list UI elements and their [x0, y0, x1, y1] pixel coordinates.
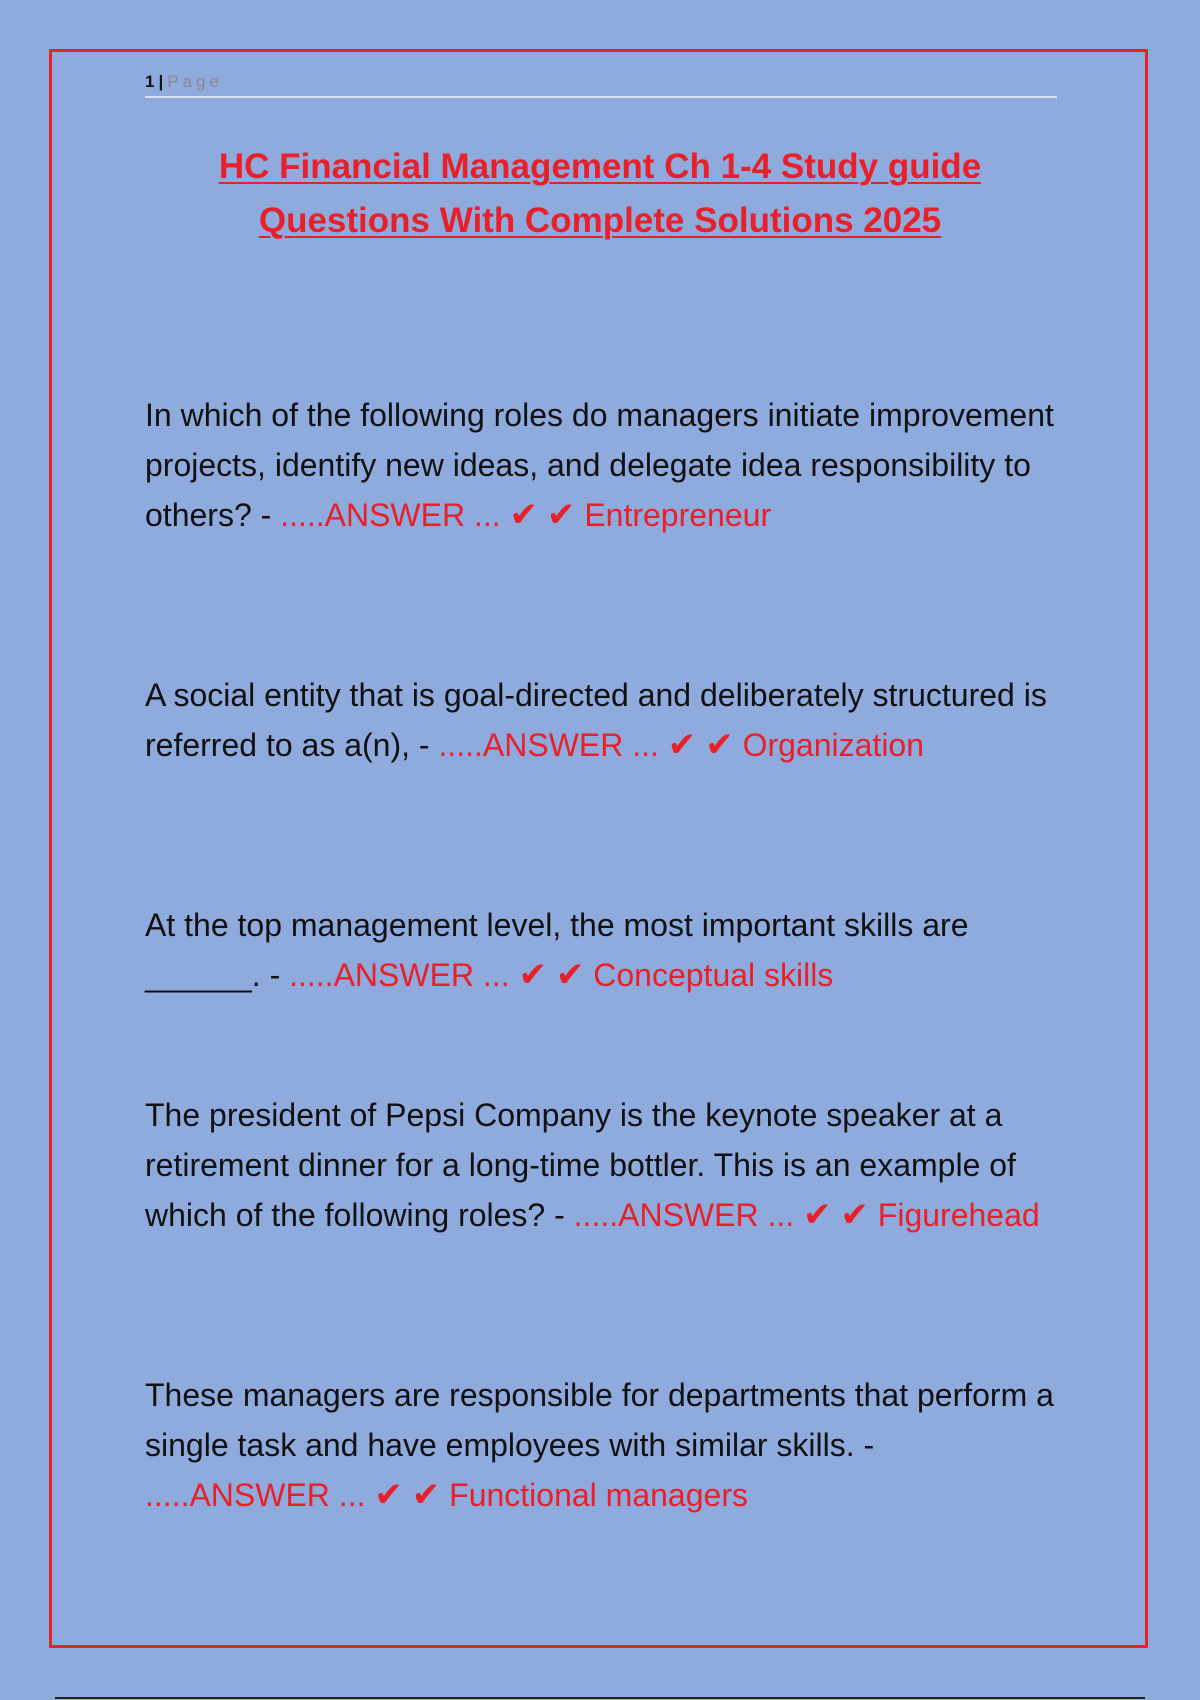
check-icon: ✔	[840, 1195, 869, 1235]
answer-marker: .....ANSWER ...	[573, 1197, 795, 1233]
title-line-2: Questions With Complete Solutions 2025	[258, 201, 942, 240]
check-icon: ✔	[374, 1475, 403, 1515]
page-label: Page	[167, 72, 223, 91]
question-text: These managers are responsible for departments that perform a single task and have employees with similar skills. -	[145, 1377, 1054, 1463]
question-text: At the top management level, the most important skills are ______. -	[145, 907, 969, 993]
question-text: A social entity that is goal-directed and deliberately structured is referred to as a(n), -	[145, 677, 1047, 763]
document-title	[120, 140, 1080, 248]
answer-marker: .....ANSWER ...	[280, 497, 501, 533]
qa-item-4	[145, 1090, 1057, 1240]
question-text: In which of the following roles do managers initiate improvement projects, identify new ideas, and delegate idea responsibility to others? -	[145, 397, 1054, 533]
check-icon: ✔	[546, 495, 576, 535]
check-icon: ✔	[667, 725, 697, 765]
check-icon: ✔	[555, 955, 585, 995]
qa-item-5	[145, 1370, 1057, 1520]
check-icon: ✔	[803, 1195, 832, 1235]
answer-text: Entrepreneur	[584, 497, 772, 533]
answer-marker: .....ANSWER ...	[289, 957, 510, 993]
qa-item-3	[145, 900, 1057, 1000]
answer-text: Functional managers	[449, 1477, 748, 1513]
bottom-rule	[55, 1697, 1145, 1699]
answer-text: Conceptual skills	[593, 957, 834, 993]
answer-marker: .....ANSWER ...	[438, 727, 659, 763]
check-icon: ✔	[705, 725, 734, 765]
header-separator: |	[158, 72, 164, 91]
check-icon: ✔	[509, 495, 539, 535]
qa-item-2	[145, 670, 1057, 770]
title-line-1: HC Financial Management Ch 1-4 Study guide	[218, 147, 982, 186]
page-header	[145, 70, 1057, 98]
answer-text: Figurehead	[877, 1197, 1040, 1233]
check-icon: ✔	[411, 1475, 441, 1515]
question-text: The president of Pepsi Company is the keynote speaker at a retirement dinner for a long-time bottler. This is an example of which of the following roles? -	[145, 1097, 1016, 1233]
answer-marker: .....ANSWER ...	[145, 1477, 366, 1513]
page-number: 1	[145, 72, 155, 91]
answer-text: Organization	[742, 727, 925, 763]
check-icon: ✔	[518, 955, 547, 995]
qa-item-1	[145, 390, 1057, 540]
